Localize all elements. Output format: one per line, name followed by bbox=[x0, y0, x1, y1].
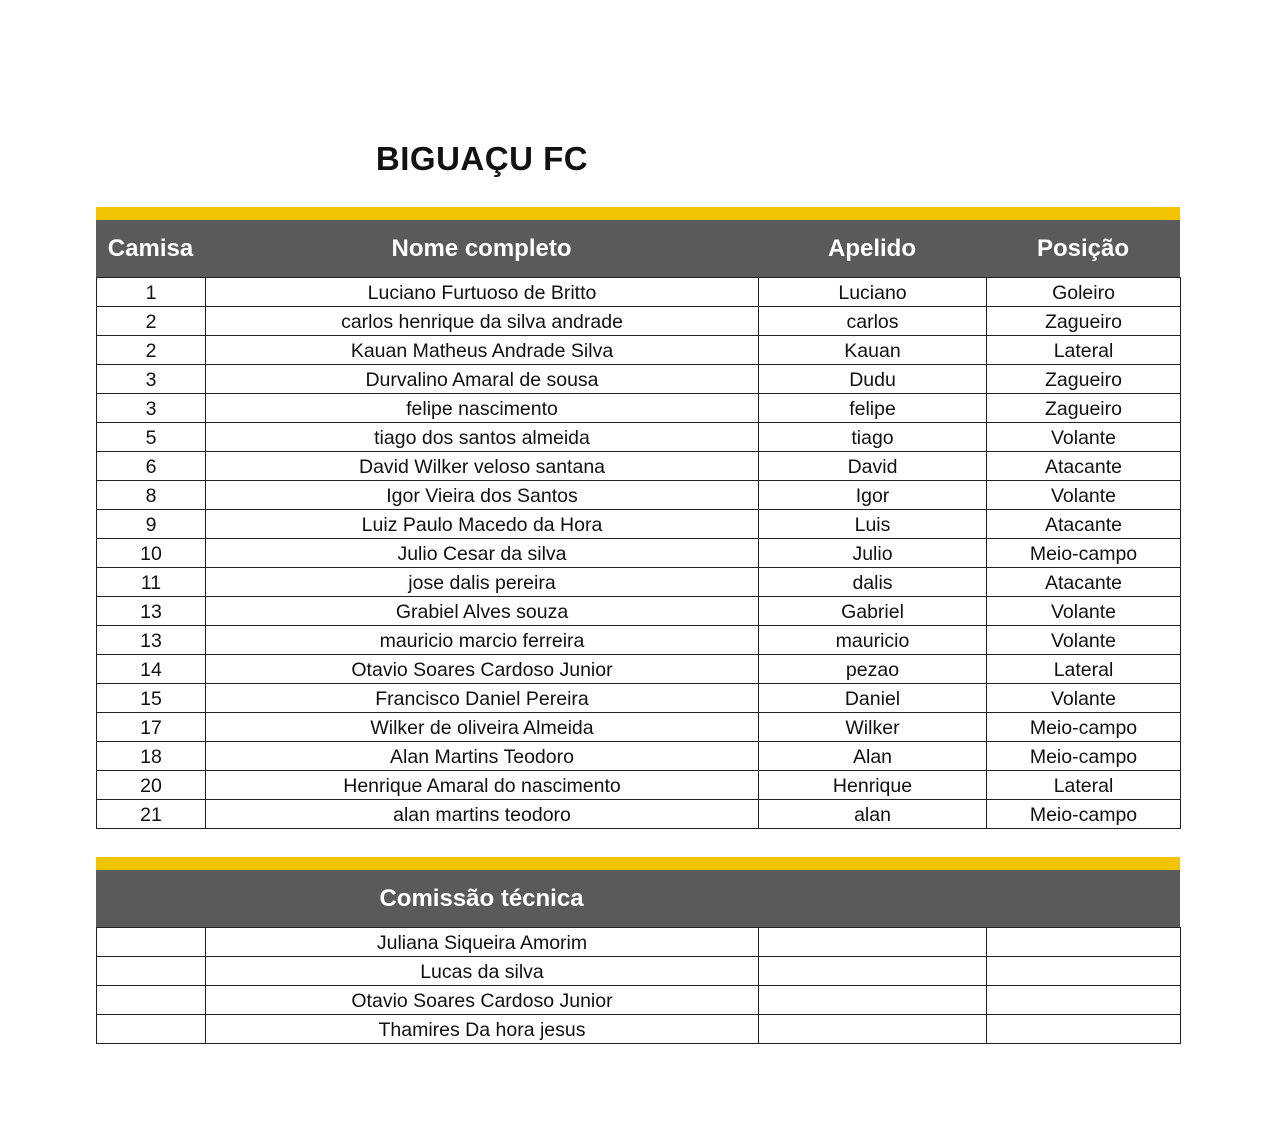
player-row bbox=[97, 626, 1181, 655]
player-nickname-cell: David bbox=[759, 452, 987, 481]
staff-empty-cell bbox=[987, 957, 1181, 986]
player-nickname-cell: pezao bbox=[759, 655, 987, 684]
staff-name-cell: Thamires Da hora jesus bbox=[206, 1015, 759, 1044]
player-number-cell: 14 bbox=[97, 655, 206, 684]
player-row bbox=[97, 597, 1181, 626]
player-position-cell: Zagueiro bbox=[987, 394, 1181, 423]
player-full-name-cell: jose dalis pereira bbox=[206, 568, 759, 597]
player-row bbox=[97, 336, 1181, 365]
player-full-name-cell: Durvalino Amaral de sousa bbox=[206, 365, 759, 394]
player-full-name-cell: Henrique Amaral do nascimento bbox=[206, 771, 759, 800]
player-nickname-cell: tiago bbox=[759, 423, 987, 452]
player-number-cell: 13 bbox=[97, 626, 206, 655]
player-row bbox=[97, 568, 1181, 597]
player-row bbox=[97, 655, 1181, 684]
player-position-cell: Atacante bbox=[987, 452, 1181, 481]
player-position-cell: Lateral bbox=[987, 771, 1181, 800]
staff-header-row bbox=[96, 870, 1180, 927]
header-position: Posição bbox=[1036, 234, 1130, 262]
player-nickname-cell: Gabriel bbox=[759, 597, 987, 626]
staff-row bbox=[97, 1015, 1181, 1044]
player-nickname-cell: alan bbox=[759, 800, 987, 829]
player-position-cell: Volante bbox=[987, 481, 1181, 510]
player-number-cell: 13 bbox=[97, 597, 206, 626]
player-row bbox=[97, 307, 1181, 336]
players-table bbox=[96, 277, 1181, 829]
player-position-cell: Meio-campo bbox=[987, 713, 1181, 742]
player-row bbox=[97, 684, 1181, 713]
player-row bbox=[97, 394, 1181, 423]
player-number-cell: 18 bbox=[97, 742, 206, 771]
player-position-cell: Atacante bbox=[987, 510, 1181, 539]
player-position-cell: Goleiro bbox=[987, 278, 1181, 307]
player-number-cell: 5 bbox=[97, 423, 206, 452]
player-row bbox=[97, 423, 1181, 452]
player-full-name-cell: Alan Martins Teodoro bbox=[206, 742, 759, 771]
player-position-cell: Zagueiro bbox=[987, 365, 1181, 394]
player-nickname-cell: dalis bbox=[759, 568, 987, 597]
player-number-cell: 3 bbox=[97, 365, 206, 394]
player-position-cell: Meio-campo bbox=[987, 800, 1181, 829]
player-nickname-cell: Luis bbox=[759, 510, 987, 539]
player-nickname-cell: Daniel bbox=[759, 684, 987, 713]
player-number-cell: 17 bbox=[97, 713, 206, 742]
staff-name-cell: Otavio Soares Cardoso Junior bbox=[206, 986, 759, 1015]
player-position-cell: Atacante bbox=[987, 568, 1181, 597]
player-full-name-cell: Luiz Paulo Macedo da Hora bbox=[206, 510, 759, 539]
player-row bbox=[97, 713, 1181, 742]
page-title: BIGUAÇU FC bbox=[375, 140, 589, 177]
player-number-cell: 9 bbox=[97, 510, 206, 539]
staff-row bbox=[97, 928, 1181, 957]
player-full-name-cell: Julio Cesar da silva bbox=[206, 539, 759, 568]
player-row bbox=[97, 771, 1181, 800]
player-row bbox=[97, 278, 1181, 307]
staff-empty-cell bbox=[759, 986, 987, 1015]
player-nickname-cell: felipe bbox=[759, 394, 987, 423]
staff-empty-cell bbox=[97, 986, 206, 1015]
player-nickname-cell: Wilker bbox=[759, 713, 987, 742]
player-nickname-cell: Igor bbox=[759, 481, 987, 510]
player-position-cell: Zagueiro bbox=[987, 307, 1181, 336]
player-full-name-cell: Francisco Daniel Pereira bbox=[206, 684, 759, 713]
player-full-name-cell: mauricio marcio ferreira bbox=[206, 626, 759, 655]
player-number-cell: 20 bbox=[97, 771, 206, 800]
player-position-cell: Lateral bbox=[987, 655, 1181, 684]
player-row bbox=[97, 800, 1181, 829]
player-row bbox=[97, 365, 1181, 394]
player-full-name-cell: Wilker de oliveira Almeida bbox=[206, 713, 759, 742]
staff-accent-bar bbox=[96, 857, 1180, 870]
staff-heading: Comissão técnica bbox=[379, 884, 584, 912]
staff-name-cell: Lucas da silva bbox=[206, 957, 759, 986]
header-number: Camisa bbox=[107, 234, 194, 262]
player-full-name-cell: Grabiel Alves souza bbox=[206, 597, 759, 626]
player-position-cell: Volante bbox=[987, 423, 1181, 452]
player-position-cell: Meio-campo bbox=[987, 742, 1181, 771]
player-number-cell: 2 bbox=[97, 307, 206, 336]
player-number-cell: 6 bbox=[97, 452, 206, 481]
staff-empty-cell bbox=[97, 1015, 206, 1044]
player-full-name-cell: tiago dos santos almeida bbox=[206, 423, 759, 452]
staff-empty-cell bbox=[987, 986, 1181, 1015]
staff-name-cell: Juliana Siqueira Amorim bbox=[206, 928, 759, 957]
player-number-cell: 8 bbox=[97, 481, 206, 510]
staff-empty-cell bbox=[987, 928, 1181, 957]
player-full-name-cell: carlos henrique da silva andrade bbox=[206, 307, 759, 336]
player-row bbox=[97, 742, 1181, 771]
player-full-name-cell: Kauan Matheus Andrade Silva bbox=[206, 336, 759, 365]
player-nickname-cell: Alan bbox=[759, 742, 987, 771]
staff-row bbox=[97, 986, 1181, 1015]
player-position-cell: Volante bbox=[987, 626, 1181, 655]
staff-row bbox=[97, 957, 1181, 986]
player-number-cell: 15 bbox=[97, 684, 206, 713]
player-position-cell: Volante bbox=[987, 597, 1181, 626]
player-nickname-cell: Luciano bbox=[759, 278, 987, 307]
player-nickname-cell: Kauan bbox=[759, 336, 987, 365]
header-full-name: Nome completo bbox=[391, 234, 572, 262]
player-number-cell: 21 bbox=[97, 800, 206, 829]
player-number-cell: 11 bbox=[97, 568, 206, 597]
player-row bbox=[97, 481, 1181, 510]
player-row bbox=[97, 510, 1181, 539]
player-full-name-cell: Igor Vieira dos Santos bbox=[206, 481, 759, 510]
player-nickname-cell: Julio bbox=[759, 539, 987, 568]
player-full-name-cell: felipe nascimento bbox=[206, 394, 759, 423]
staff-empty-cell bbox=[759, 928, 987, 957]
staff-table bbox=[96, 927, 1181, 1044]
player-position-cell: Lateral bbox=[987, 336, 1181, 365]
player-number-cell: 2 bbox=[97, 336, 206, 365]
players-accent-bar bbox=[96, 207, 1180, 220]
player-full-name-cell: Otavio Soares Cardoso Junior bbox=[206, 655, 759, 684]
player-nickname-cell: mauricio bbox=[759, 626, 987, 655]
player-nickname-cell: Henrique bbox=[759, 771, 987, 800]
staff-empty-cell bbox=[97, 957, 206, 986]
player-number-cell: 1 bbox=[97, 278, 206, 307]
players-header-row bbox=[96, 220, 1180, 277]
player-row bbox=[97, 539, 1181, 568]
player-number-cell: 10 bbox=[97, 539, 206, 568]
player-position-cell: Meio-campo bbox=[987, 539, 1181, 568]
staff-empty-cell bbox=[759, 957, 987, 986]
staff-empty-cell bbox=[759, 1015, 987, 1044]
player-full-name-cell: Luciano Furtuoso de Britto bbox=[206, 278, 759, 307]
player-row bbox=[97, 452, 1181, 481]
player-nickname-cell: Dudu bbox=[759, 365, 987, 394]
staff-empty-cell bbox=[987, 1015, 1181, 1044]
player-nickname-cell: carlos bbox=[759, 307, 987, 336]
player-full-name-cell: David Wilker veloso santana bbox=[206, 452, 759, 481]
staff-empty-cell bbox=[97, 928, 206, 957]
header-nickname: Apelido bbox=[828, 234, 916, 262]
player-full-name-cell: alan martins teodoro bbox=[206, 800, 759, 829]
player-position-cell: Volante bbox=[987, 684, 1181, 713]
player-number-cell: 3 bbox=[97, 394, 206, 423]
